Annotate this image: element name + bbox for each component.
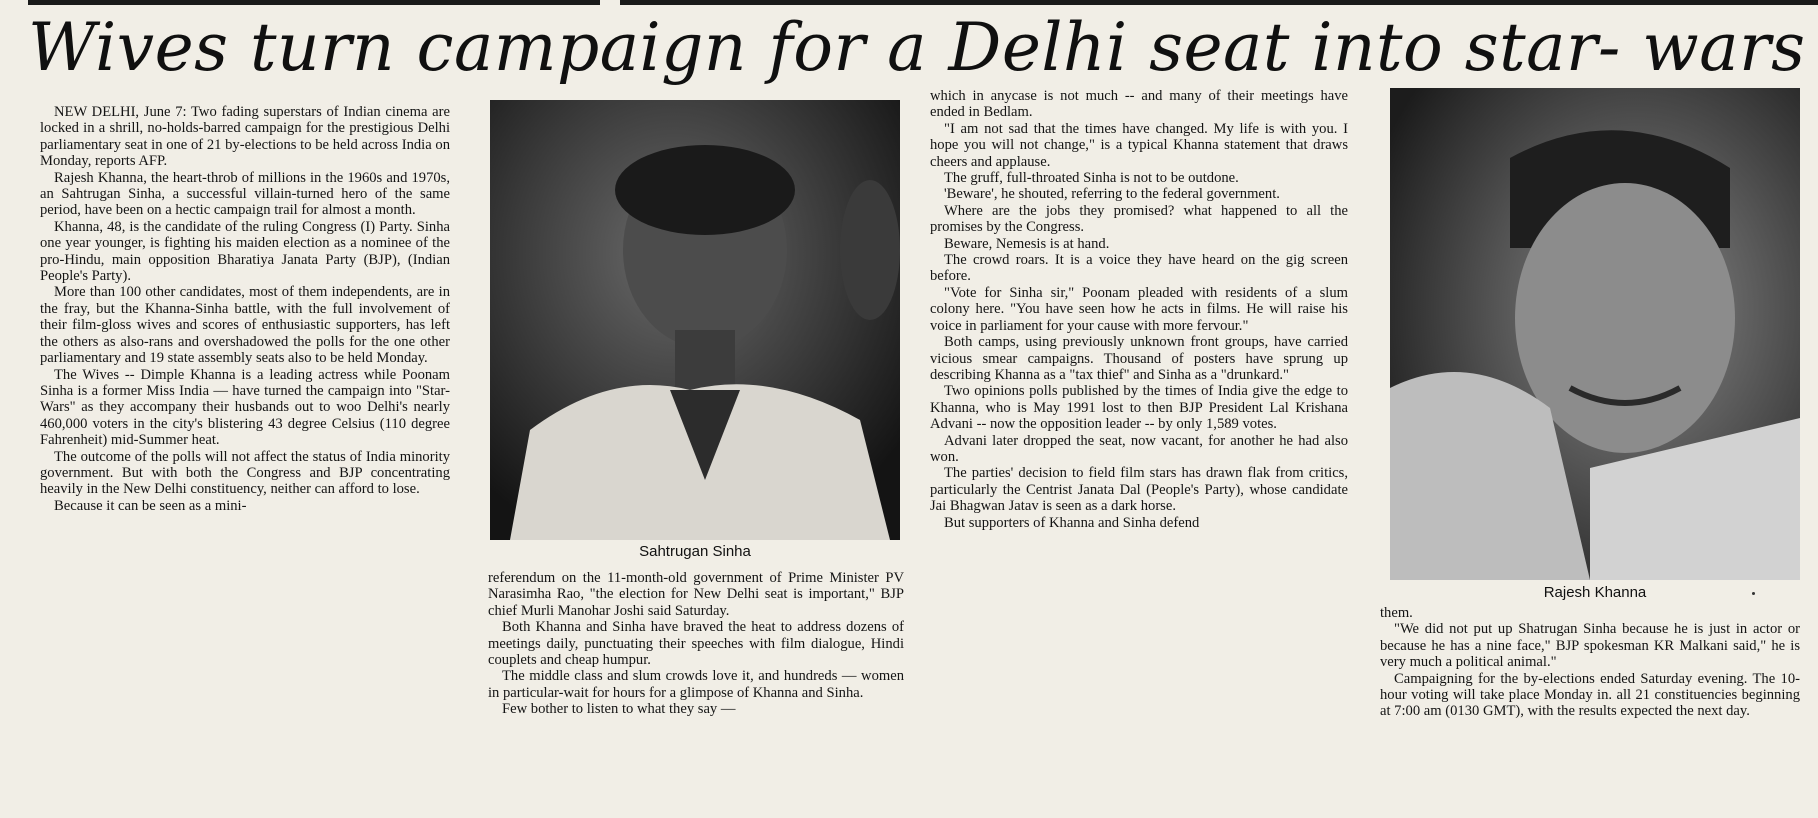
paragraph: Where are the jobs they promised? what happened to all the promises by the Congress. bbox=[930, 202, 1348, 236]
paragraph: Khanna, 48, is the candidate of the ruling Congress (I) Party. Sinha one year younger, is fighting his maiden election as a nominee of the pro-Hindu, main opposition Bharatiya Janata Party (BJP), (Indian People's Party). bbox=[40, 218, 450, 285]
paragraph: The parties' decision to field film stars has drawn flak from critics, particularly the Centrist Janata Dal (People's Party), whose candidate Jai Bhagwan Jatav is seen as a dark horse. bbox=[930, 465, 1348, 515]
article-headline: Wives turn campaign for a Delhi seat into star- wars bbox=[28, 9, 1806, 86]
column-4 bbox=[1380, 605, 1800, 720]
photo-sahtrugan-sinha bbox=[490, 100, 900, 540]
paragraph: The crowd roars. It is a voice they have heard on the gig screen before. bbox=[930, 252, 1348, 285]
paragraph: 'Beware', he shouted, referring to the federal government. bbox=[944, 186, 1280, 203]
photo-caption: Rajesh Khanna bbox=[1543, 584, 1647, 601]
photo-rajesh-khanna bbox=[1390, 88, 1800, 580]
paragraph: Both Khanna and Sinha have braved the heat to address dozens of meetings daily, punctuating their speeches with film dialogue, Hindi couplets and cheap humpur. bbox=[488, 619, 904, 669]
print-speck bbox=[1752, 592, 1755, 595]
paragraph: Advani later dropped the seat, now vacant, for another he had also won. bbox=[930, 432, 1348, 465]
top-rule-right bbox=[620, 0, 1818, 5]
column-1 bbox=[40, 104, 450, 514]
paragraph: them. bbox=[1380, 605, 1413, 621]
paragraph: "Vote for Sinha sir," Poonam pleaded with residents of a slum colony here. "You have seen how he acts in films. He will raise his voice in parliament for your cause with more fervour." bbox=[930, 284, 1348, 334]
column-2 bbox=[488, 570, 904, 718]
paragraph: Because it can be seen as a mini- bbox=[54, 497, 247, 514]
portrait-image bbox=[490, 100, 900, 540]
paragraph: The outcome of the polls will not affect the status of India minority government. But with both the Congress and BJP concentrating heavily in the New Delhi constituency, neither can afford to lose. bbox=[40, 448, 450, 498]
paragraph: Rajesh Khanna, the heart-throb of millions in the 1960s and 1970s, an Sahtrugan Sinha, a successful villain-turned hero of the same period, have been on a hectic campaign trail for almost a month. bbox=[40, 169, 450, 219]
portrait-image bbox=[1390, 88, 1800, 580]
paragraph: More than 100 other candidates, most of them independents, are in the fray, but the Khanna-Sinha battle, with the full involvement of their film-gloss wives and scores of enthusiastic supporters, has left the others as also-rans and overshadowed the polls for the one other parliamentary and 19 state assembly seats also to be held Monday. bbox=[40, 284, 450, 367]
photo-caption: Sahtrugan Sinha bbox=[639, 543, 751, 560]
paragraph: Few bother to listen to what they say — bbox=[502, 701, 736, 718]
paragraph: "I am not sad that the times have changed. My life is with you. I hope you will not change," is a typical Khanna statement that draws cheers and applause. bbox=[930, 120, 1348, 170]
paragraph: NEW DELHI, June 7: Two fading superstars of Indian cinema are locked in a shrill, no-holds-barred campaign for the prestigious Delhi parliamentary seat in one of 21 by-elections to be held across India on Monday, reports AFP. bbox=[40, 104, 450, 170]
paragraph: Two opinions polls published by the times of India give the edge to Khanna, who is May 1991 lost to then BJP President Lal Krishana Advani -- now the opposition leader -- by only 1,589 votes. bbox=[930, 383, 1348, 433]
paragraph: The gruff, full-throated Sinha is not to be outdone. bbox=[944, 170, 1239, 187]
paragraph: The middle class and slum crowds love it, and hundreds — women in particular-wait for hours for a glimpose of Khanna and Sinha. bbox=[488, 668, 904, 701]
paragraph: referendum on the 11-month-old government of Prime Minister PV Narasimha Rao, "the election for New Delhi seat is important," BJP chief Murli Manohar Joshi said Saturday. bbox=[488, 570, 904, 619]
paragraph: Campaigning for the by-elections ended Saturday evening. The 10-hour voting will take place Monday in. all 21 constituencies beginning at 7:00 am (0130 GMT), with the results expected the next day. bbox=[1380, 670, 1800, 720]
paragraph: Beware, Nemesis is at hand. bbox=[944, 235, 1110, 252]
column-3 bbox=[930, 88, 1348, 531]
paragraph: "We did not put up Shatrugan Sinha because he is just in actor or because he has a nine face," BJP spokesman KR Malkani said," he is very much a political animal." bbox=[1380, 621, 1800, 671]
top-rule-left bbox=[28, 0, 600, 5]
paragraph: which in anycase is not much -- and many of their meetings have ended in Bedlam. bbox=[930, 88, 1348, 121]
paragraph: Both camps, using previously unknown front groups, have carried vicious smear campaigns. Thousand of posters have sprung up describing Khanna as a "tax thief" and Sinha as a "drunkard." bbox=[930, 334, 1348, 383]
paragraph: But supporters of Khanna and Sinha defend bbox=[944, 514, 1200, 531]
paragraph: The Wives -- Dimple Khanna is a leading actress while Poonam Sinha is a former Miss India — have turned the campaign into "Star-Wars" as they accompany their husbands out to woo Delhi's nearly 460,000 voters in the city's blistering 43 degree Celsius (110 degree Fahrenheit) mid-Summer heat. bbox=[40, 366, 450, 449]
